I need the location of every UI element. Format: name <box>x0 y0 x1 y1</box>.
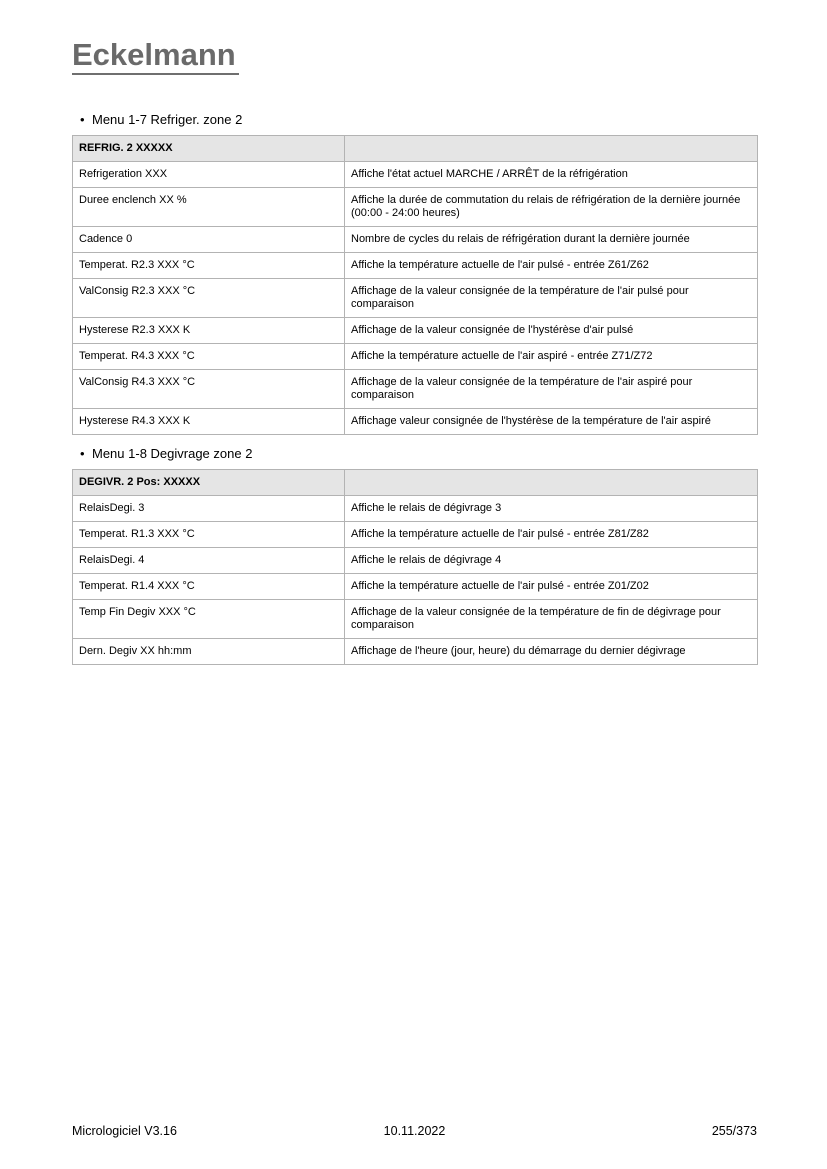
table-header-cell: DEGIVR. 2 Pos: XXXXX <box>73 470 345 496</box>
desc-cell: Affiche la température actuelle de l'air pulsé - entrée Z61/Z62 <box>345 253 758 279</box>
desc-cell: Affiche la température actuelle de l'air aspiré - entrée Z71/Z72 <box>345 344 758 370</box>
param-cell: Refrigeration XXX <box>73 162 345 188</box>
table-header-row <box>73 470 758 496</box>
logo-wordmark: Eckelmann <box>72 37 236 72</box>
footer-page-number: 255/373 <box>711 1124 757 1138</box>
table-row <box>73 522 758 548</box>
table-row <box>73 279 758 318</box>
table-row <box>73 574 758 600</box>
param-cell: Temp Fin Degiv XXX °C <box>73 600 345 639</box>
table-row <box>73 318 758 344</box>
footer-date: 10.11.2022 <box>383 1124 446 1138</box>
table-header-cell-empty <box>345 136 758 162</box>
degivrage-zone2-table <box>72 469 758 665</box>
table-row <box>73 409 758 435</box>
desc-cell: Affiche l'état actuel MARCHE / ARRÊT de la réfrigération <box>345 162 758 188</box>
param-cell: Temperat. R4.3 XXX °C <box>73 344 345 370</box>
footer-version: Micrologiciel V3.16 <box>72 1124 177 1138</box>
table-row <box>73 370 758 409</box>
param-cell: Dern. Degiv XX hh:mm <box>73 639 345 665</box>
table-row <box>73 162 758 188</box>
section1-heading <box>80 112 757 128</box>
param-cell: Temperat. R1.4 XXX °C <box>73 574 345 600</box>
desc-cell: Affiche le relais de dégivrage 4 <box>345 548 758 574</box>
table-header-cell: REFRIG. 2 XXXXX <box>73 136 345 162</box>
page-content <box>72 112 757 669</box>
desc-cell: Affiche la température actuelle de l'air pulsé - entrée Z81/Z82 <box>345 522 758 548</box>
param-cell: Hysterese R4.3 XXX K <box>73 409 345 435</box>
page-footer <box>72 1124 757 1138</box>
logo-underline <box>72 73 239 75</box>
table-row <box>73 496 758 522</box>
param-cell: RelaisDegi. 4 <box>73 548 345 574</box>
desc-cell: Affichage de la valeur consignée de l'hystérèse d'air pulsé <box>345 318 758 344</box>
desc-cell: Affiche la durée de commutation du relais de réfrigération de la dernière journée (00:00 - 24:00 heures) <box>345 188 758 227</box>
param-cell: ValConsig R4.3 XXX °C <box>73 370 345 409</box>
refrig-zone2-table <box>72 135 758 435</box>
section1-title: Menu 1-7 Refriger. zone 2 <box>92 112 243 127</box>
desc-cell: Affichage valeur consignée de l'hystérèse de la température de l'air aspiré <box>345 409 758 435</box>
table-row <box>73 253 758 279</box>
eckelmann-logo <box>72 38 242 75</box>
desc-cell: Affichage de la valeur consignée de la température de l'air pulsé pour comparaison <box>345 279 758 318</box>
table-row <box>73 600 758 639</box>
desc-cell: Affichage de la valeur consignée de la température de fin de dégivrage pour comparaison <box>345 600 758 639</box>
section2-title: Menu 1-8 Degivrage zone 2 <box>92 446 253 461</box>
param-cell: Temperat. R2.3 XXX °C <box>73 253 345 279</box>
desc-cell: Affiche la température actuelle de l'air pulsé - entrée Z01/Z02 <box>345 574 758 600</box>
param-cell: Temperat. R1.3 XXX °C <box>73 522 345 548</box>
table-row <box>73 227 758 253</box>
table-header-row <box>73 136 758 162</box>
table-row <box>73 548 758 574</box>
section2-heading <box>80 446 757 462</box>
bullet-marker-icon: • <box>80 446 85 461</box>
table-row <box>73 188 758 227</box>
desc-cell: Affichage de la valeur consignée de la température de l'air aspiré pour comparaison <box>345 370 758 409</box>
table-row <box>73 344 758 370</box>
bullet-marker-icon: • <box>80 112 85 127</box>
desc-cell: Nombre de cycles du relais de réfrigération durant la dernière journée <box>345 227 758 253</box>
param-cell: Cadence 0 <box>73 227 345 253</box>
param-cell: Hysterese R2.3 XXX K <box>73 318 345 344</box>
desc-cell: Affichage de l'heure (jour, heure) du démarrage du dernier dégivrage <box>345 639 758 665</box>
desc-cell: Affiche le relais de dégivrage 3 <box>345 496 758 522</box>
param-cell: ValConsig R2.3 XXX °C <box>73 279 345 318</box>
param-cell: RelaisDegi. 3 <box>73 496 345 522</box>
table-header-cell-empty <box>345 470 758 496</box>
param-cell: Duree enclench XX % <box>73 188 345 227</box>
table-row <box>73 639 758 665</box>
